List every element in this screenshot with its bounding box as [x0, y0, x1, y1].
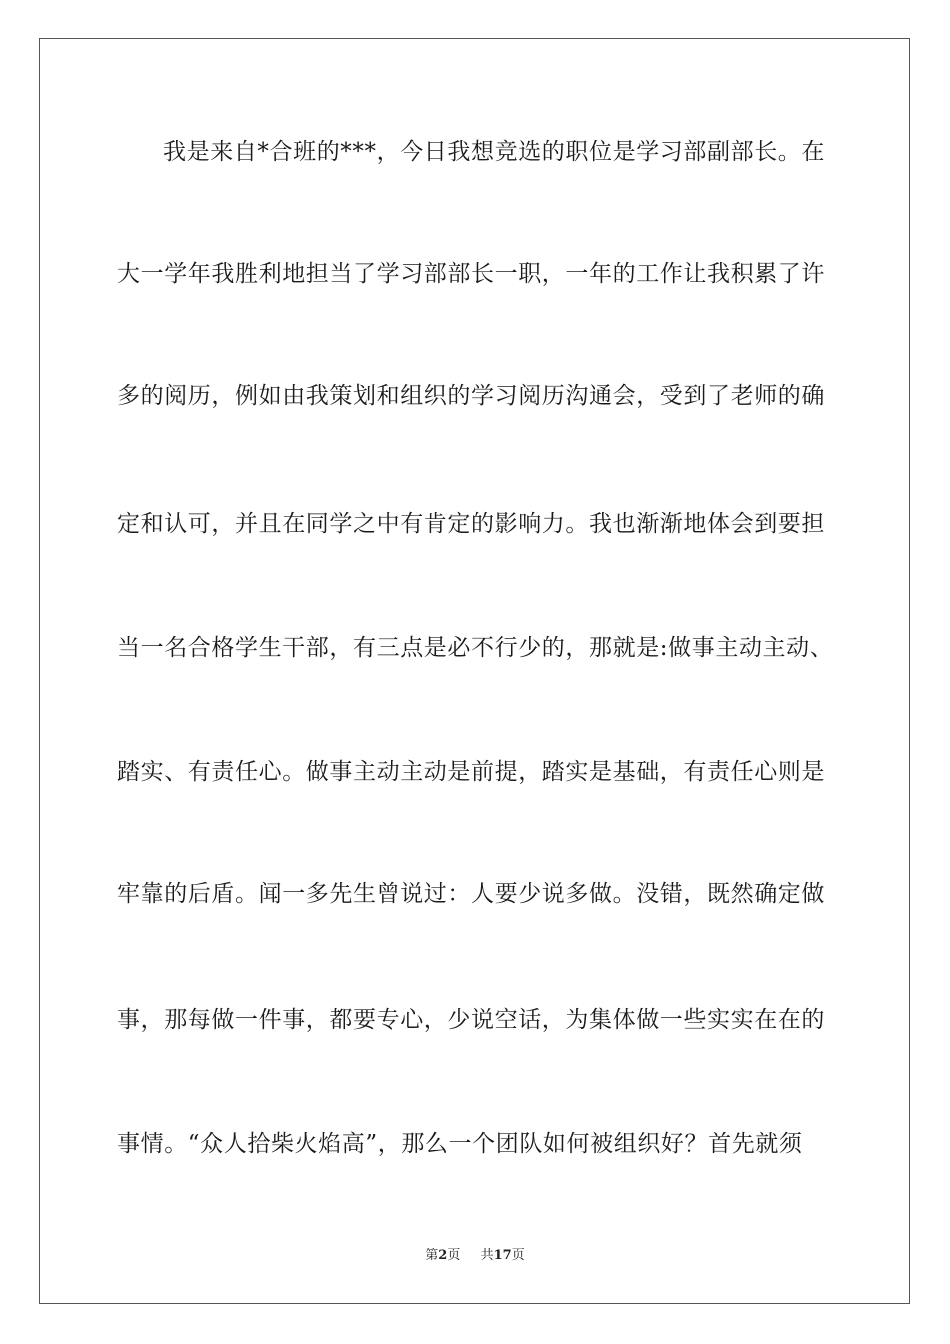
- total-pages: 17: [493, 1248, 512, 1263]
- page-border: [39, 38, 910, 1304]
- total-prefix: 共: [480, 1248, 494, 1263]
- text-line-6: 踏实、有责任心。做事主动主动是前提，踏实是基础，有责任心则是: [117, 759, 825, 785]
- total-indicator: [481, 1248, 525, 1263]
- text-line-2: 大一学年我胜利地担当了学习部部长一职，一年的工作让我积累了许: [117, 261, 825, 287]
- text-line-9: 事情。“众人拾柴火焰高”，那么一个团队如何被组织好？首先就须: [117, 1131, 803, 1157]
- text-line-8: 事，那每做一件事，都要专心，少说空话，为集体做一些实实在在的: [117, 1007, 825, 1033]
- text-line-4: 定和认可，并且在同学之中有肯定的影响力。我也渐渐地体会到要担: [117, 511, 825, 537]
- page-footer: [0, 1247, 950, 1265]
- text-line-5: 当一名合格学生干部，有三点是必不行少的，那就是:做事主动主动、: [117, 635, 834, 661]
- total-suffix: 页: [511, 1248, 525, 1263]
- page-prefix: 第: [425, 1248, 439, 1263]
- page-indicator: [425, 1248, 464, 1263]
- page-number: 2: [438, 1248, 448, 1263]
- page-suffix: 页: [447, 1248, 461, 1263]
- text-line-3: 多的阅历，例如由我策划和组织的学习阅历沟通会，受到了老师的确: [117, 383, 825, 409]
- text-line-1: 我是来自*合班的***，今日我想竞选的职位是学习部副部长。在: [163, 139, 825, 165]
- text-line-7: 牢靠的后盾。闻一多先生曾说过：人要少说多做。没错，既然确定做: [117, 881, 825, 907]
